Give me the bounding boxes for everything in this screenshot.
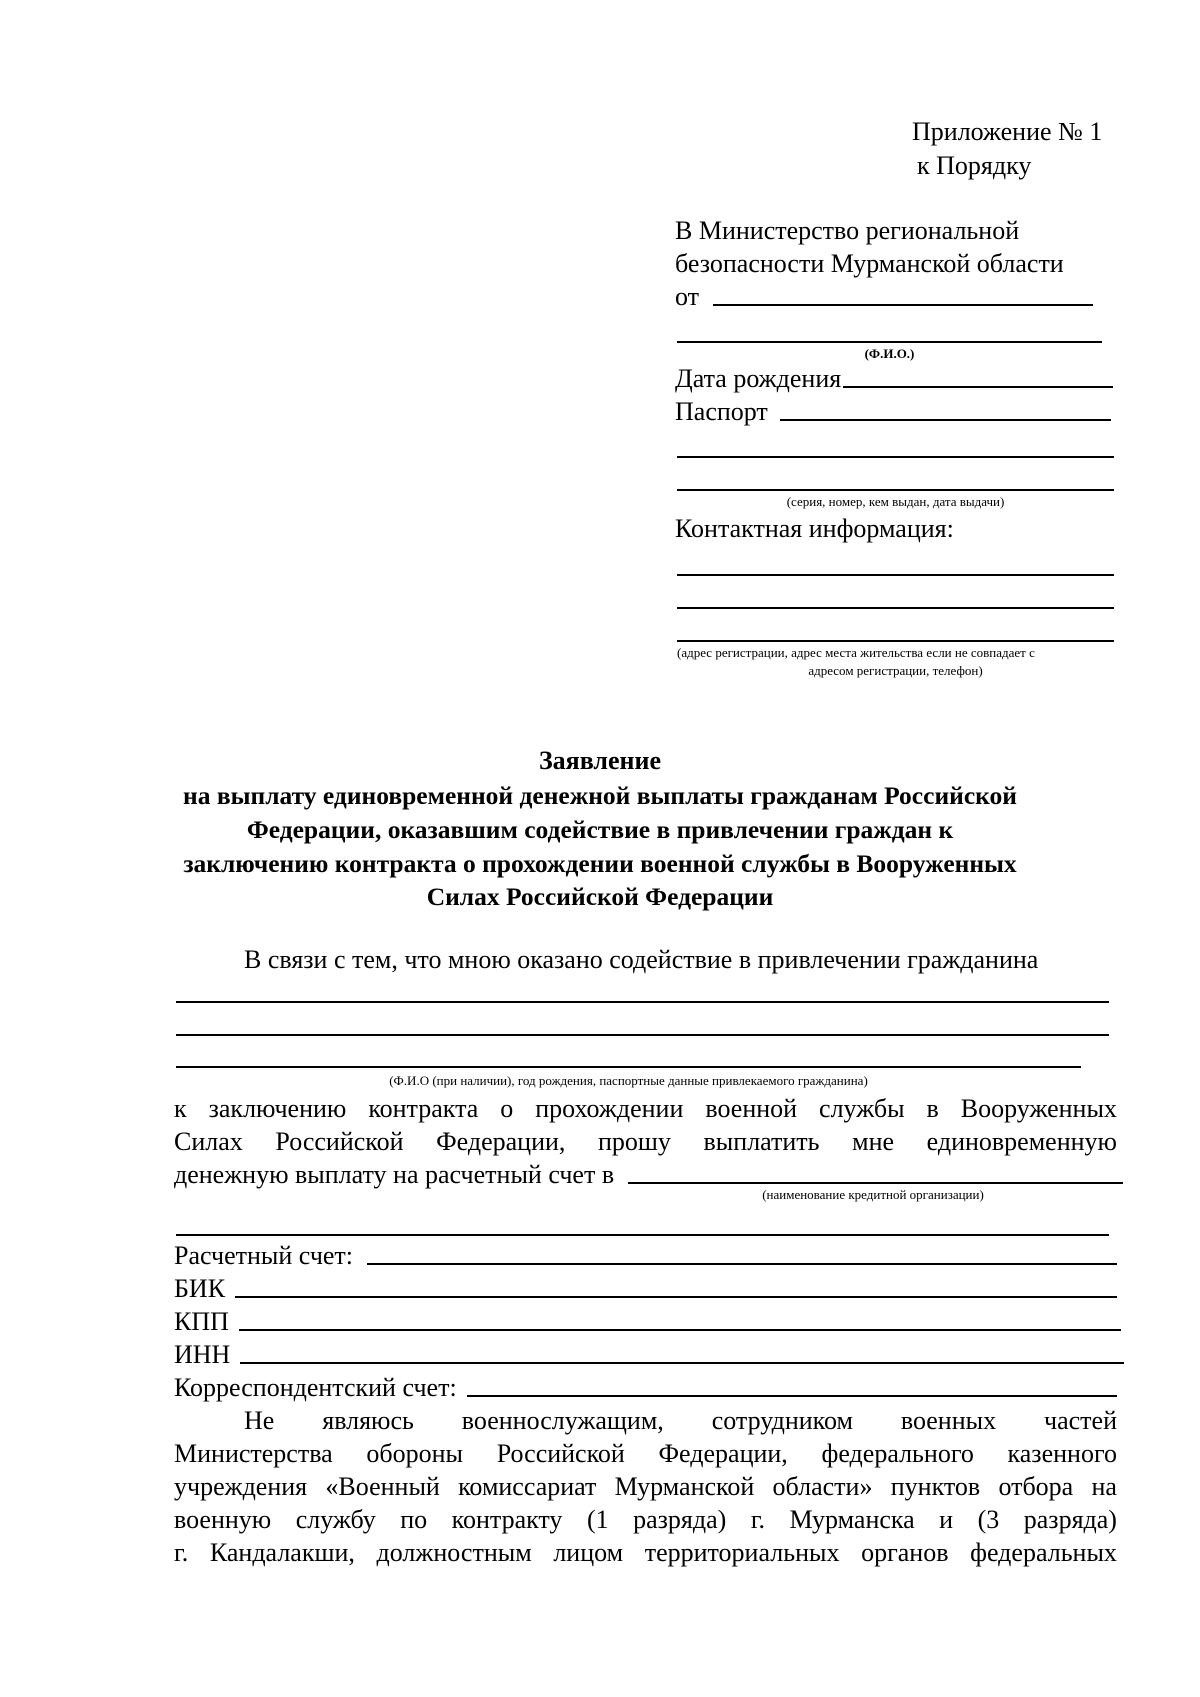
passport-label: Паспорт <box>675 397 768 426</box>
account-field[interactable] <box>367 1263 1117 1265</box>
bank-name-field-line-2[interactable] <box>176 1234 1109 1236</box>
word: разряда) <box>1023 1505 1117 1534</box>
bank-hint: (наименование кредитной организации) <box>762 1187 984 1202</box>
account-label: Расчетный счет: <box>174 1241 354 1270</box>
word: Вооруженных <box>960 1094 1117 1123</box>
paragraph-1-line-1 <box>174 1096 1117 1122</box>
kpp-row <box>174 1309 1121 1335</box>
word: частей <box>1044 1406 1117 1435</box>
contact-field-line-3[interactable] <box>677 640 1114 642</box>
word: Мурманска <box>789 1505 915 1534</box>
passport-field[interactable] <box>780 419 1111 421</box>
fio-field-line[interactable] <box>677 341 1102 343</box>
word: Российской <box>496 1439 625 1468</box>
word: Мурманской <box>614 1472 755 1501</box>
word: единовременную <box>926 1127 1117 1156</box>
word: сотрудником <box>711 1406 853 1435</box>
word: военных <box>900 1406 997 1435</box>
address-hint-line-2: адресом регистрации, телефон) <box>808 663 983 678</box>
address-hint-line-1: (адрес регистрации, адрес места жительства если не совпадает с <box>677 645 1035 660</box>
bank-name-field[interactable] <box>628 1182 1123 1184</box>
fio-hint: (Ф.И.О.) <box>864 346 915 361</box>
word: и <box>939 1505 954 1534</box>
account-row <box>174 1243 1117 1269</box>
word: отбора <box>998 1472 1074 1501</box>
contact-field-line-2[interactable] <box>677 607 1114 609</box>
birth-date-label: Дата рождения <box>675 364 842 393</box>
from-row <box>675 284 1093 310</box>
word: военнослужащим, <box>461 1406 664 1435</box>
declaration-line-2 <box>174 1441 1117 1467</box>
word: прохождении <box>535 1094 684 1123</box>
declaration-line-3 <box>174 1474 1117 1500</box>
paragraph-1-line-2 <box>174 1129 1117 1155</box>
word: мне <box>852 1127 895 1156</box>
word: казенного <box>1007 1439 1117 1468</box>
addressee-line-1: В Министерство региональной <box>675 216 1020 245</box>
word: на <box>1091 1472 1117 1501</box>
from-field[interactable] <box>713 304 1093 306</box>
inn-field[interactable] <box>240 1362 1124 1364</box>
word: службу <box>295 1505 376 1534</box>
word: Федерации, <box>658 1439 788 1468</box>
bik-field[interactable] <box>235 1296 1117 1298</box>
word: «Военный <box>325 1472 440 1501</box>
word: федерального <box>821 1439 974 1468</box>
word: к <box>174 1094 187 1123</box>
word: (1 <box>586 1505 609 1534</box>
word: обороны <box>366 1439 463 1468</box>
appendix-label: Приложение № 1 <box>912 117 1103 146</box>
word: службы <box>819 1094 905 1123</box>
word: военную <box>174 1505 272 1534</box>
title-line-3: Федерации, оказавшим содействие в привлечении граждан к <box>246 815 954 844</box>
title-line-2: на выплату единовременной денежной выплаты гражданам Российской <box>183 781 1017 810</box>
citizen-field-line-1[interactable] <box>176 1001 1109 1003</box>
document-title: Заявление <box>538 746 662 775</box>
corr-account-field[interactable] <box>467 1395 1117 1397</box>
word: Российской <box>275 1127 404 1156</box>
contact-field-line-1[interactable] <box>677 574 1114 576</box>
word: выплатить <box>703 1127 820 1156</box>
declaration-line-4 <box>174 1507 1117 1533</box>
corr-account-row <box>174 1375 1117 1401</box>
bik-label: БИК <box>174 1274 226 1303</box>
word: разряда) <box>633 1505 727 1534</box>
word: (3 <box>977 1505 1000 1534</box>
passport-field-line-2[interactable] <box>677 456 1114 458</box>
corr-account-label: Корреспондентский счет: <box>174 1373 457 1402</box>
bik-row <box>174 1276 1117 1302</box>
kpp-label: КПП <box>174 1307 229 1336</box>
inn-label: ИНН <box>174 1340 231 1369</box>
birth-date-field[interactable] <box>843 386 1113 388</box>
word: органов <box>861 1538 949 1567</box>
inn-row <box>174 1342 1124 1368</box>
word: являюсь <box>322 1406 414 1435</box>
word: о <box>500 1094 514 1123</box>
word: лицом <box>553 1538 624 1567</box>
intro-text: В связи с тем, что мною оказано содействие в привлечении гражданина <box>244 945 1039 974</box>
word: должностным <box>376 1538 532 1567</box>
word: заключению <box>208 1094 347 1123</box>
word: Министерства <box>174 1439 333 1468</box>
word: Силах <box>174 1127 243 1156</box>
word: г. <box>174 1538 189 1567</box>
passport-field-line-3[interactable] <box>677 489 1114 491</box>
word: г. <box>750 1505 766 1534</box>
passport-row <box>675 399 1111 425</box>
word: учреждения <box>174 1472 308 1501</box>
word: в <box>926 1094 939 1123</box>
birth-date-row <box>675 366 1113 392</box>
citizen-field-line-3[interactable] <box>176 1066 1081 1068</box>
order-reference: к Порядку <box>917 151 1032 180</box>
word: области» <box>772 1472 873 1501</box>
word: контракта <box>368 1094 479 1123</box>
word: пунктов <box>890 1472 981 1501</box>
word: Кандалакши, <box>209 1538 355 1567</box>
declaration-line-1 <box>244 1408 1117 1434</box>
word: комиссариат <box>458 1472 597 1501</box>
addressee-line-2: безопасности Мурманской области <box>675 249 1064 278</box>
word: военной <box>705 1094 798 1123</box>
passport-hint: (серия, номер, кем выдан, дата выдачи) <box>786 494 1005 509</box>
declaration-line-5 <box>174 1540 1117 1566</box>
word: по <box>400 1505 428 1534</box>
paragraph-1-line-3 <box>174 1162 1123 1188</box>
citizen-hint: (Ф.И.О (при наличии), год рождения, паспортные данные привлекаемого гражданина) <box>389 1073 868 1088</box>
word: федеральных <box>970 1538 1117 1567</box>
title-line-4: заключению контракта о прохождении военной службы в Вооруженных <box>183 849 1017 878</box>
word: прошу <box>598 1127 671 1156</box>
word: контракту <box>451 1505 563 1534</box>
title-line-5: Силах Российской Федерации <box>426 882 774 911</box>
from-label: от <box>675 282 700 311</box>
word: Федерации, <box>436 1127 566 1156</box>
bank-name-label: денежную выплату на расчетный счет в <box>174 1160 615 1189</box>
kpp-field[interactable] <box>239 1329 1121 1331</box>
contact-label: Контактная информация: <box>675 514 954 543</box>
word: Не <box>244 1406 275 1435</box>
word: территориальных <box>644 1538 840 1567</box>
citizen-field-line-2[interactable] <box>176 1034 1109 1036</box>
